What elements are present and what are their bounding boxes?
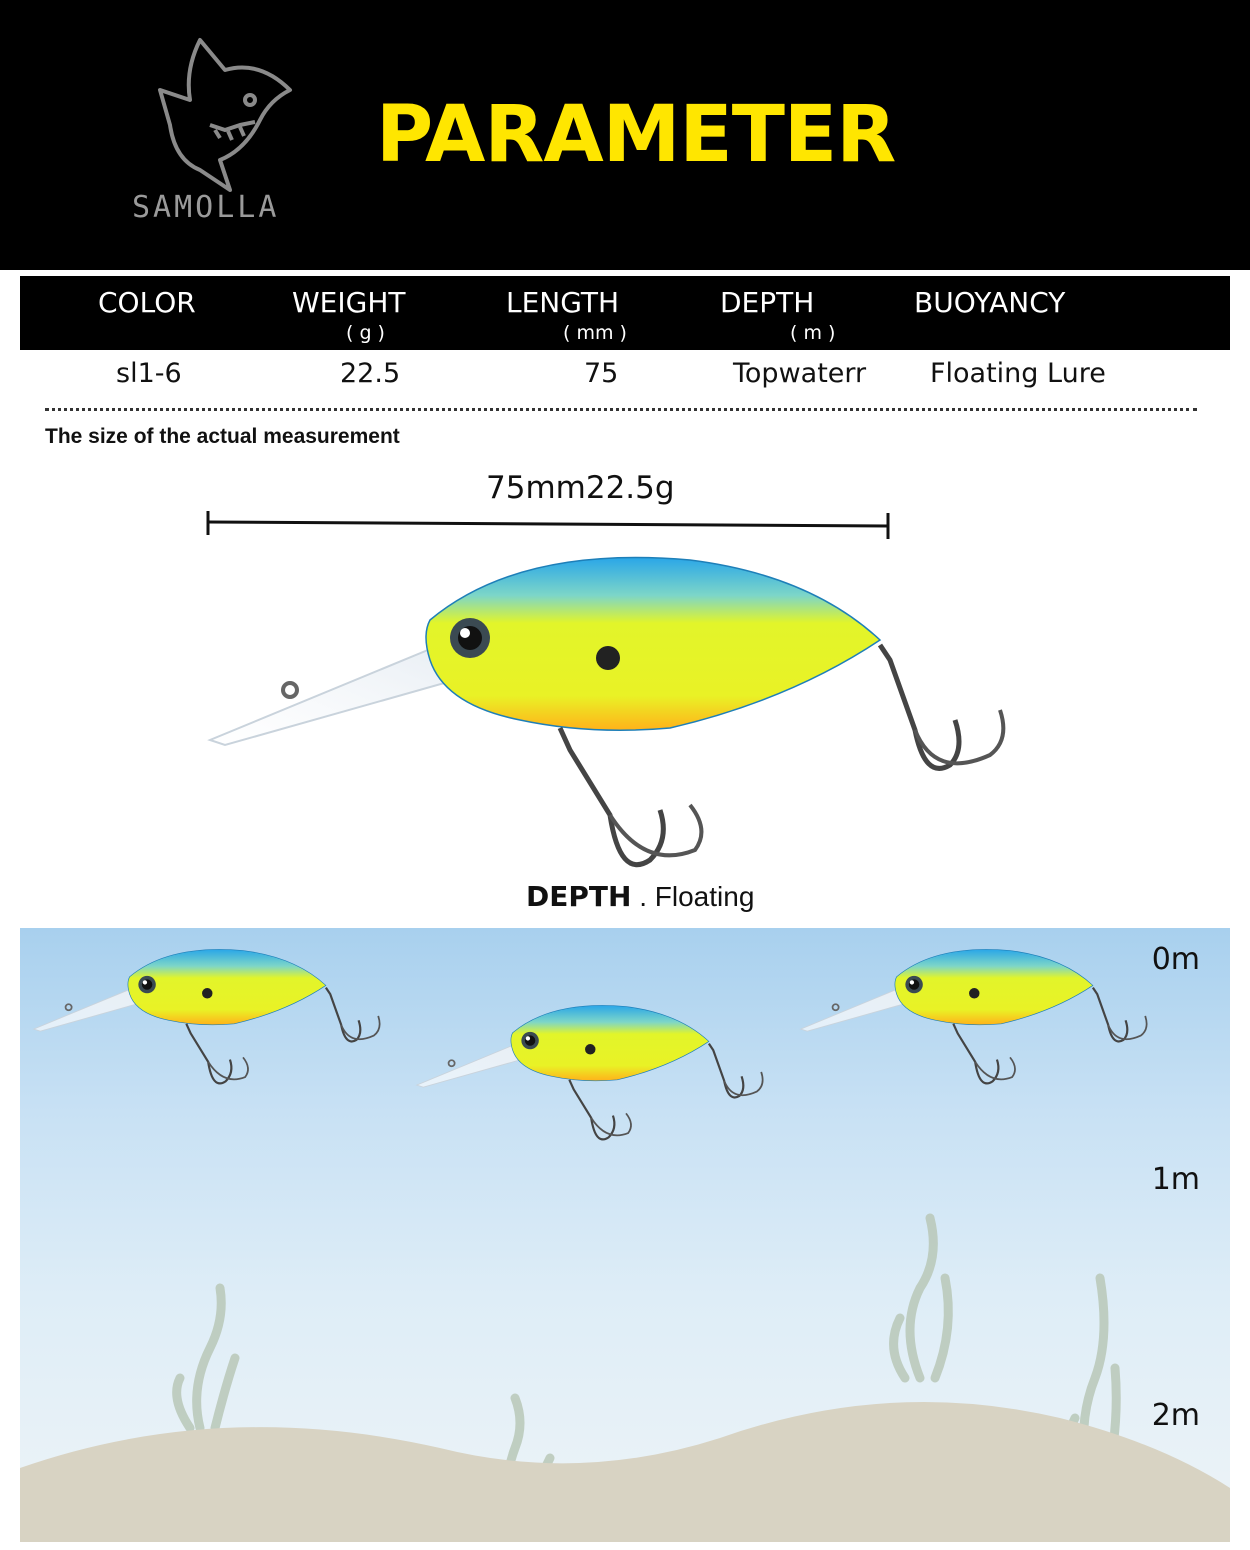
dotted-divider bbox=[45, 408, 1197, 411]
depth-label: DEPTH bbox=[526, 880, 632, 913]
column-header-depth: DEPTH bbox=[720, 286, 815, 319]
lure-depth-shallow-left bbox=[25, 940, 400, 1105]
lure-photo bbox=[190, 550, 1050, 900]
depth-marker-0m: 0m bbox=[1151, 942, 1200, 977]
depth-marker-2m: 2m bbox=[1151, 1398, 1200, 1433]
column-header-buoyancy: BUOYANCY bbox=[914, 286, 1066, 319]
column-unit-weight: ( g ) bbox=[346, 322, 385, 344]
column-unit-depth: ( m ) bbox=[790, 322, 836, 344]
depth-separator: . bbox=[639, 881, 647, 912]
cell-weight: 22.5 bbox=[340, 358, 401, 389]
table-header bbox=[20, 276, 1230, 350]
dimension-line bbox=[200, 505, 900, 545]
lure-depth-shallow-right bbox=[792, 940, 1167, 1105]
depth-value: Floating bbox=[654, 881, 755, 912]
shark-logo-icon bbox=[150, 30, 310, 200]
brand-name: SAMOLLA bbox=[132, 190, 280, 225]
cell-length: 75 bbox=[584, 358, 619, 389]
column-header-weight: WEIGHT bbox=[292, 286, 406, 319]
depth-heading bbox=[526, 880, 754, 913]
column-unit-length: ( mm ) bbox=[563, 322, 627, 344]
cell-color: sl1-6 bbox=[116, 358, 182, 389]
page-title: PARAMETER bbox=[376, 90, 896, 180]
measurement-value: 75mm22.5g bbox=[486, 470, 675, 506]
measurement-note: The size of the actual measurement bbox=[45, 425, 400, 448]
depth-marker-1m: 1m bbox=[1151, 1162, 1200, 1197]
lure-depth-shallow-center bbox=[408, 996, 783, 1161]
column-header-length: LENGTH bbox=[506, 286, 620, 319]
column-header-color: COLOR bbox=[98, 286, 196, 319]
cell-buoyancy: Floating Lure bbox=[930, 358, 1106, 389]
depth-diagram bbox=[20, 928, 1230, 1542]
cell-depth: Topwaterr bbox=[733, 358, 867, 389]
